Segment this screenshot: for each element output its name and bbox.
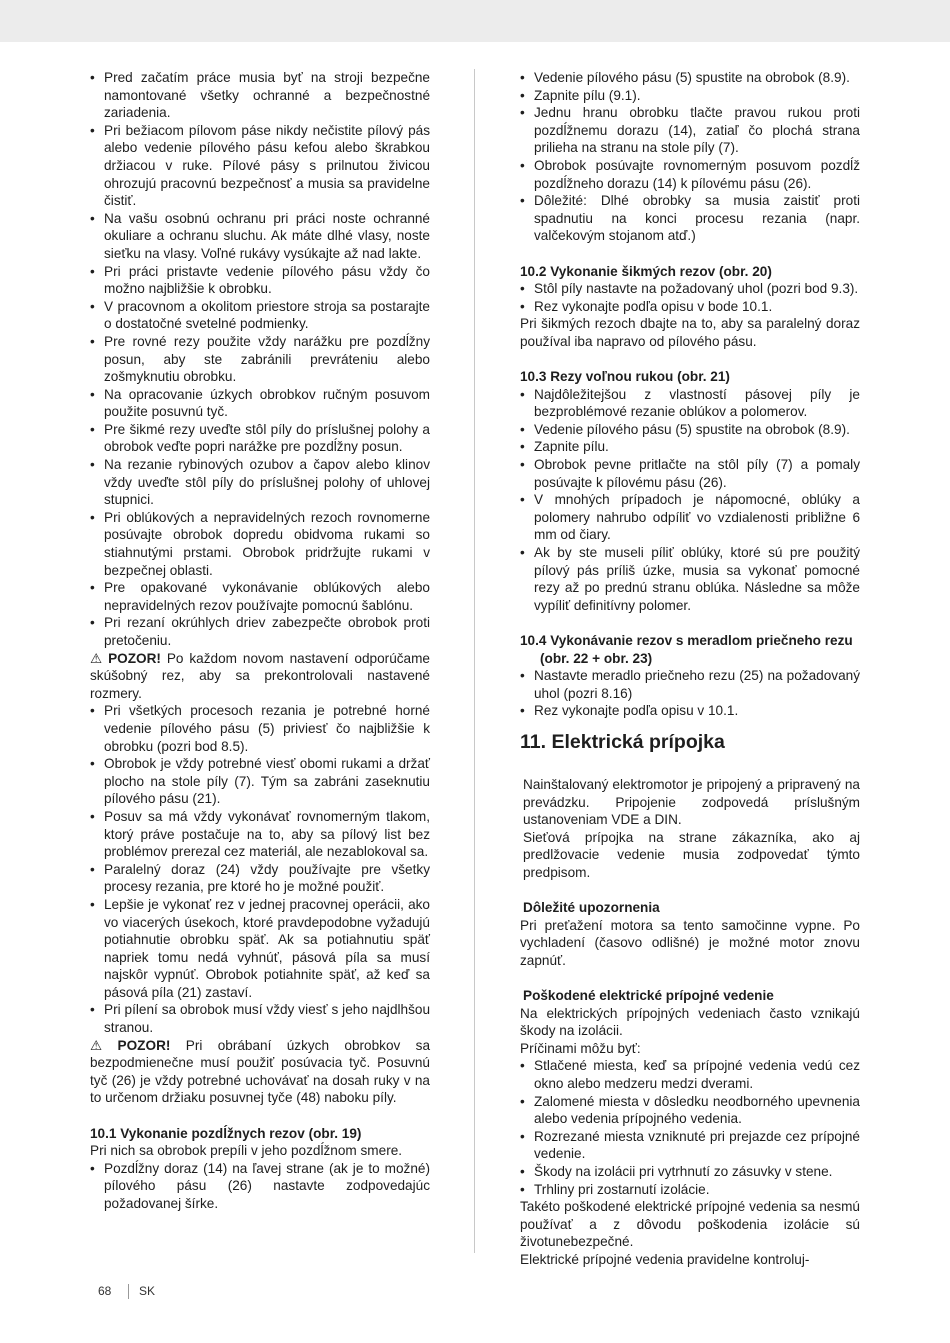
damaged-cable-list [520,1057,860,1198]
list-item: • Pri oblúkových a nepravidelných rezoch rovnomerne posúvajte obrobok dopredu obidvoma rukami so stiahnutými prstami. Obrobok pridržujte rukami v bezpečnej oblasti. [90,509,430,579]
section-10-1-list-continued [520,69,860,245]
list-item: • Pri rezaní okrúhlych driev zabezpečte obrobok proti pretočeniu. [90,614,430,649]
language-code: SK [139,1284,156,1298]
list-item: • Pred začatím práce musia byť na stroji bezpečne namontované všetky ochranné a bezpečnostné zariadenia. [90,69,430,122]
list-item: • Lepšie je vykonať rez v jednej pracovnej operácii, ako vo viacerých úsekoch, ktoré pravdepodobne vyžadujú potiahnutie obrobku späť. Ak sa potiahnutiu späť napriek tomu nedá vyhnúť, pásová píla sa musí najskôr vypnúť. Obrobok potiahnite späť, až keď sa pásová píla (21) zastaví. [90,896,430,1002]
list-item: • Pre rovné rezy použite vždy narážku pre pozdĺžny posun, aby ste zabránili prevráteniu alebo zošmyknutiu obrobku. [90,333,430,386]
column-divider [474,69,475,1253]
list-item: • Dôležité: Dlhé obrobky sa musia zaistiť proti spadnutiu na konci procesu rezania (napr. valčekovým stojanom atď.) [520,192,860,245]
list-item: • Zapnite pílu (9.1). [520,87,860,105]
list-item: • Jednu hranu obrobku tlačte pravou rukou proti pozdĺžnemu dorazu (14), zatiaľ čo plochá strana prilieha na stranu na stole píly (7). [520,104,860,157]
warning-text: Pri obrábaní úzkych obrobkov sa bezpodmienečne musí použiť posúvacia tyč. Posuvnú tyč (26) je vždy potrebné uchovávať na dosah ruky v na to určenom držiaku posuvnej tyče (48) naboku píly. [90,1037,431,1106]
page-number: 68 [98,1284,112,1298]
section-heading-10-4: 10.4 Vykonávanie rezov s meradlom priečneho rezu (obr. 22 + obr. 23) [520,633,853,666]
list-item: • Stlačené miesta, keď sa prípojné vedenia vedú cez okno alebo medzeru medzi dverami. [520,1057,860,1092]
list-item: • V pracovnom a okolitom priestore stroja sa postarajte o dostatočné svetelné podmienky. [90,298,430,333]
list-item: • Paralelný doraz (24) vždy používajte pre všetky procesy rezania, pre ktoré ho je možné použiť. [90,861,430,896]
list-item: • Zapnite pílu. [520,438,860,456]
list-item: • Rozrezané miesta vzniknuté pri prejazde cez prípojné vedenie. [520,1128,860,1163]
chapter-11-text-1: Nainštalovaný elektromotor je pripojený a pripravený na prevádzku. Pripojenie zodpovedá príslušným ustanoveniam VDE a DIN. [523,776,860,828]
warning-note-1 [90,650,430,703]
warning-label: POZOR! [117,1037,171,1053]
section-heading-10-1: 10.1 Vykonanie pozdĺžnych rezov (obr. 19) [90,1125,362,1141]
chapter-heading-11: 11. Elektrická prípojka [520,730,725,753]
warning-note-2 [90,1037,430,1107]
list-item: • Na rezanie rybinových ozubov a čapov alebo klinov vždy uveďte stôl píly do príslušnej polohy of uhlovej stupnici. [90,456,430,509]
list-item: • Trhliny pri zostarnutí izolácie. [520,1181,860,1199]
damaged-cable-text-4: Elektrické prípojné vedenia pravidelne kontroluj- [520,1252,810,1267]
right-column [520,69,860,1269]
section-10-2-text: Pri šikmých rezoch dbajte na to, aby sa paralelný doraz používal iba napravo od pílového pásu. [520,316,860,349]
warning-triangle-icon: ⚠ [90,1037,103,1053]
section-10-3-list [520,386,860,615]
list-item: • Na vašu osobnú ochranu pri práci noste ochranné okuliare a ochranu sluchu. Ak máte dlhé vlasy, noste sieťku na vlasy. Voľné rukávy vysúkajte až nad lakte. [90,210,430,263]
damaged-cable-text-2: Príčinami môžu byť: [520,1040,641,1056]
section-heading-10-3: 10.3 Rezy voľnou rukou (obr. 21) [520,369,730,385]
list-item: • Stôl píly nastavte na požadovaný uhol (pozri bod 9.3). [520,280,860,298]
list-item: • Pri bežiacom pílovom páse nikdy nečistite pílový pás alebo vedenie pílového pásu kefou alebo škrabkou držiacou v ruke. Pílové pásy s prilnutou živicou ohrozujú pracovnú bezpečnosť a musia sa pravidelne čistiť. [90,122,430,210]
list-item: • Rez vykonajte podľa opisu v 10.1. [520,702,860,720]
list-item: • Ak by ste museli píliť oblúky, ktoré sú pre použitý pílový pás príliš úzke, musia sa vykonať pomocné rezy až po prednú stranu oblúka. Následne sa môže vypíliť definitívny polomer. [520,544,860,614]
section-heading-10-2: 10.2 Vykonanie šikmých rezov (obr. 20) [520,263,772,279]
list-item: • Obrobok je vždy potrebné viesť obomi rukami a držať plocho na stole píly (7). Tým sa zabráni zaseknutiu pílového pásu (21). [90,755,430,808]
damaged-cable-heading: Poškodené elektrické prípojné vedenie [523,988,774,1004]
section-10-1-list [90,1160,430,1213]
left-column [90,69,430,1213]
warning-triangle-icon: ⚠ [90,650,103,666]
list-item: • Škody na izolácii pri vytrhnutí zo zásuvky v stene. [520,1163,860,1181]
warning-label: POZOR! [108,650,161,666]
footer-divider [128,1284,129,1299]
section-10-2-list [520,280,860,315]
list-item: • Rez vykonajte podľa opisu v bode 10.1. [520,298,860,316]
damaged-cable-text-1: Na elektrických prípojných vedeniach často vznikajú škody na izolácii. [520,1005,860,1039]
section-10-1-intro: Pri nich sa obrobok prepíli v jeho pozdĺžnom smere. [90,1143,403,1159]
list-item: • Zalomené miesta v dôsledku neodborného upevnenia alebo vedenia prípojného vedenia. [520,1093,860,1128]
important-notes-text: Pri preťažení motora sa tento samočinne vypne. Po vychladení (časovo odlišné) je možné motor znovu zapnúť. [520,917,860,968]
damaged-cable-text-3: Takéto poškodené elektrické prípojné vedenia sa nesmú používať a z dôvodu poškodenia izolácie sú životunebezpečné. [520,1199,860,1250]
list-item: • Pozdĺžny doraz (14) na ľavej strane (ak je to možné) pílového pásu (26) nastavte zodpovedajúc požadovanej šírke. [90,1160,430,1213]
list-item: • Posuv sa má vždy vykonávať rovnomerným tlakom, ktorý práve postačuje na to, aby sa pílový list bez problémov prerezal cez materiál, ale nezablokoval sa. [90,808,430,861]
list-item: • Najdôležitejšou z vlastností pásovej píly je bezproblémové rezanie oblúkov a polomerov. [520,386,860,421]
safety-list-2 [90,702,430,1036]
header-band [0,0,950,42]
list-item: • Pre šikmé rezy uveďte stôl píly do príslušnej polohy a obrobok veďte popri narážke pre pozdĺžny posun. [90,421,430,456]
list-item: • Pri pílení sa obrobok musí vždy viesť s jeho najdlhšou stranou. [90,1001,430,1036]
warning-text: Po každom novom nastavení odporúčame skúšobný rez, aby sa prekontrolovali nastavené rozmery. [90,650,430,701]
list-item: • Obrobok posúvajte rovnomerným posuvom pozdĺž pozdĺžneho dorazu (14) k pílovému pásu (26). [520,157,860,192]
list-item: • Pri všetkých procesoch rezania je potrebné horné vedenie pílového pásu (5) priviesť čo najbližšie k obrobku (pozri bod 8.5). [90,702,430,755]
list-item: • Vedenie pílového pásu (5) spustite na obrobok (8.9). [520,69,860,87]
important-notes-heading: Dôležité upozornenia [523,900,660,916]
list-item: • Obrobok pevne pritlačte na stôl píly (7) a pomaly posúvajte k pílovému pásu (26). [520,456,860,491]
safety-list-1 [90,69,430,650]
list-item: • Pri práci pristavte vedenie pílového pásu vždy čo možno najbližšie k obrobku. [90,263,430,298]
section-10-4-list [520,667,860,720]
chapter-11-text-2: Sieťová prípojka na strane zákazníka, ako aj predlžovacie vedenie musia zodpovedať týmto predpisom. [523,829,860,880]
page-footer [98,1284,155,1299]
list-item: • Na opracovanie úzkych obrobkov ručným posuvom použite posuvnú tyč. [90,386,430,421]
list-item: • Vedenie pílového pásu (5) spustite na obrobok (8.9). [520,421,860,439]
list-item: • V mnohých prípadoch je nápomocné, oblúky a polomery nahrubo odpíliť vo vzdialenosti približne 6 mm od čiary. [520,491,860,544]
list-item: • Pre opakované vykonávanie oblúkových alebo nepravidelných rezov používajte pomocnú šablónu. [90,579,430,614]
list-item: • Nastavte meradlo priečneho rezu (25) na požadovaný uhol (pozri 8.16) [520,667,860,702]
